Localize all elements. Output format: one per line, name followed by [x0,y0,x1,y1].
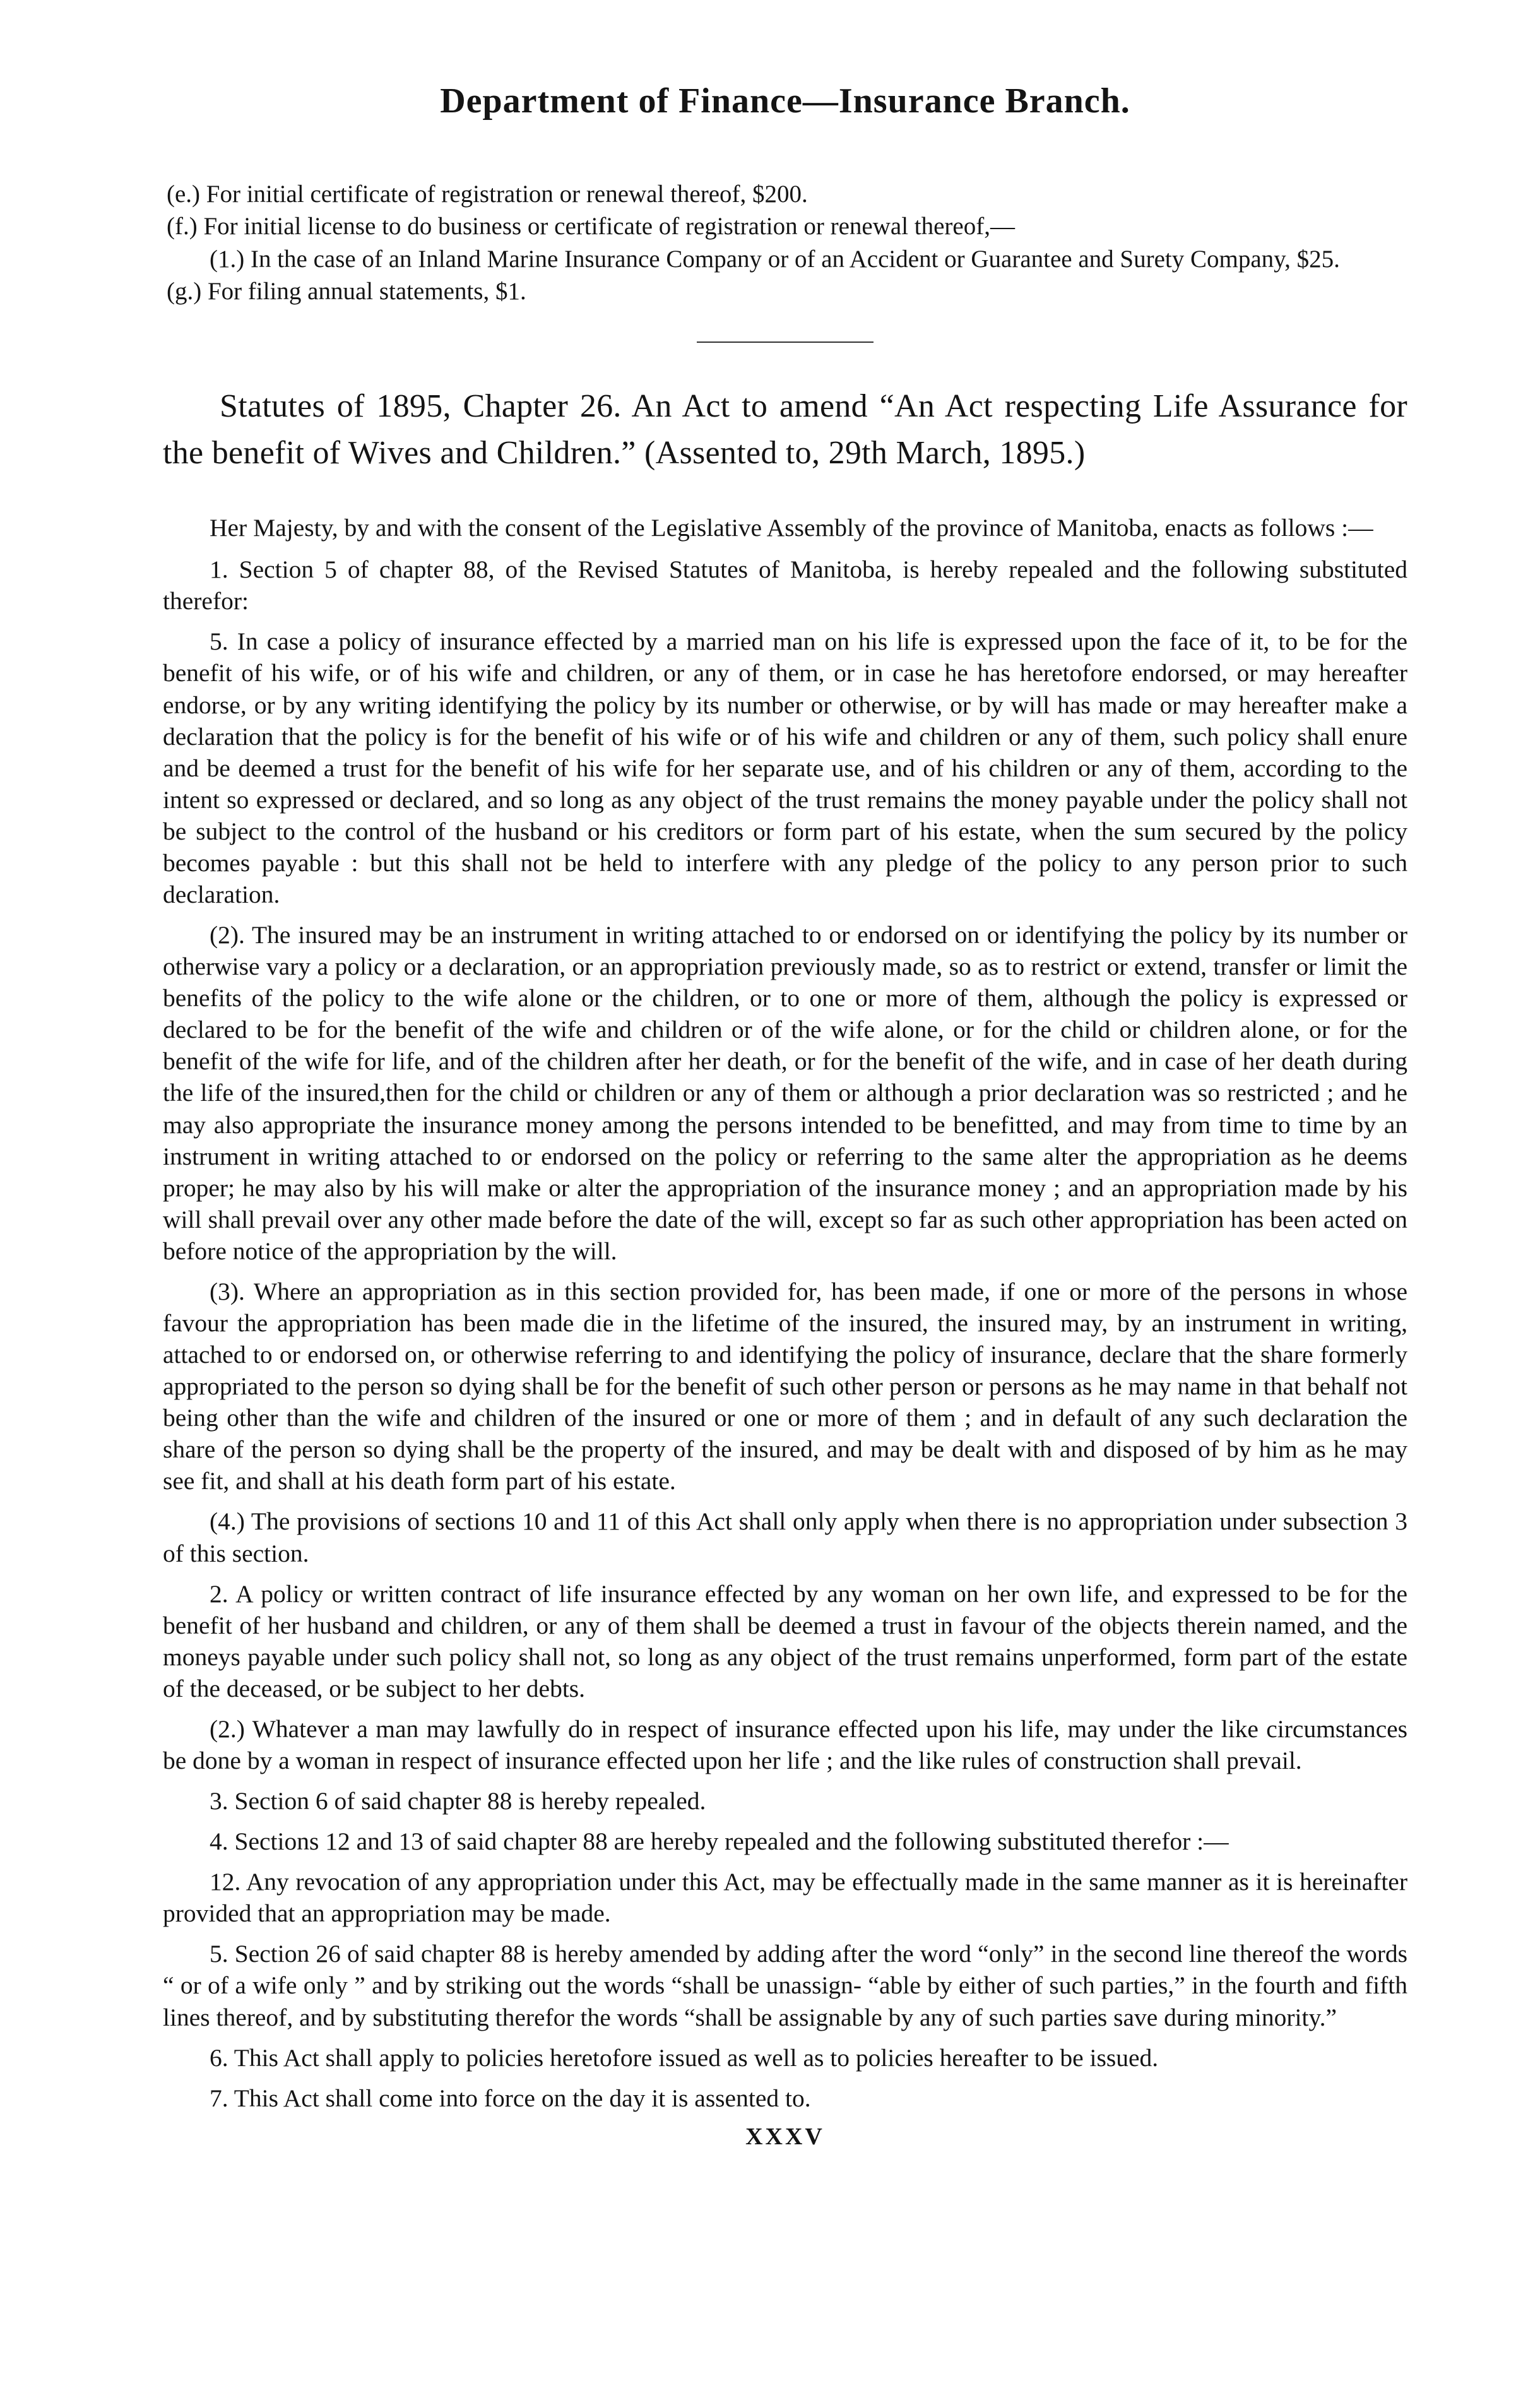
fee-item-e: (e.) For initial certificate of registration or renewal thereof, $200. [167,180,808,208]
subsection-4: (4.) The provisions of sections 10 and 11 of this Act shall only apply when there is no appropriation under subsection 3 of this section. [163,1507,1407,1567]
document-page [163,82,1407,2151]
subsection-2: (2). The insured may be an instrument in writing attached to or endorsed on or identifying the policy by its number or otherwise vary a policy or a declaration, or an appropriation previously made, so as to restrict or extend, transfer or limit the benefits of the policy to the wife alone or the children, or to one or more of them, although the policy is expressed or declared to be for the benefit of the wife and children or of the wife alone, or for the child or children alone, or for the benefit of the wife for life, and of the children after her death, or for the benefit of the wife, and in case of her death during the life of the insured,then for the child or children or any of them or although a prior declaration was so restricted ; and he may also appropriate the insurance money among the persons intended to be benefitted, and may from time to time by an instrument in writing attached to or endorsed on the policy or referring to the same alter the appropriation as he deems proper; he may also by his will make or alter the appropriation of the insurance money ; and an appropriation made by his will shall prevail over any other made before the date of the will, except so far as such other appropriation has been acted on before notice of the appropriation by the will. [163,921,1407,1265]
substituted-section-5: 5. In case a policy of insurance effected by a married man on his life is expressed upon the face of it, to be for the benefit of his wife, or of his wife and children, or any of them, or in case he has heretofore endorsed, or may hereafter endorse, or by any writing identifying the policy by its number or otherwise, or by will has made or may hereafter make a declaration that the policy is for the benefit of his wife or of his wife and children or any of them, such policy shall enure and be deemed a trust for the benefit of his wife for her separate use, and of his children or any of them, according to the intent so expressed or declared, and so long as any object of the trust remains the money payable under the policy shall not be subject to the control of the husband or his creditors or form part of his estate, when the sum secured by the policy becomes payable : but this shall not be held to interfere with any pledge of the policy to any person prior to such declaration. [163,627,1407,908]
section-divider [697,341,874,343]
page-header: Department of Finance—Insurance Branch. [440,81,1130,121]
fees-section [163,178,1407,308]
section-4: 4. Sections 12 and 13 of said chapter 88 are hereby repealed and the following substituted therefor :— [210,1827,1229,1856]
section-7: 7. This Act shall come into force on the day it is assented to. [210,2084,811,2112]
fee-item-g: (g.) For filing annual statements, $1. [167,278,526,305]
enacting-clause: Her Majesty, by and with the consent of the Legislative Assembly of the province of Manitoba, enacts as follows :— [210,514,1373,542]
section-5: 5. Section 26 of said chapter 88 is hereby amended by adding after the word “only” in the second line thereof the words “ or of a wife only ” and by striking out the words “shall be unassign- “able by either of such parties,” in the fourth and fifth lines thereof, and by substituting therefor the words “shall be assignable by any of such parties save during minority.” [163,1940,1407,2031]
fee-item-f: (f.) For initial license to do business or certificate of registration or renewal thereof,— [167,213,1015,240]
section-1: 1. Section 5 of chapter 88, of the Revised Statutes of Manitoba, is hereby repealed and the following substituted therefor: [163,555,1407,615]
section-3: 3. Section 6 of said chapter 88 is hereby repealed. [210,1787,706,1815]
section-2: 2. A policy or written contract of life insurance effected by any woman on her own life, and expressed to be for the benefit of her husband and children, or any of them shall be deemed a trust in favour of the objects therein named, and the moneys payable under such policy shall not, so long as any object of the trust remains unperformed, form part of the estate of the deceased, or be subject to her debts. [163,1579,1407,1702]
page-number: XXXV [745,2123,825,2150]
statute-body [163,512,1407,2114]
fee-item-f-1: (1.) In the case of an Inland Marine Insurance Company or of an Accident or Guarantee and Surety Company, $25. [210,245,1340,273]
substituted-section-12: 12. Any revocation of any appropriation under this Act, may be effectually made in the same manner as it is hereinafter provided that an appropriation may be made. [163,1868,1407,1928]
section-2-subsection-2: (2.) Whatever a man may lawfully do in respect of insurance effected upon his life, may under the like circumstances be done by a woman in respect of insurance effected upon her life ; and the like rules of construction shall prevail. [163,1714,1407,1775]
subsection-3: (3). Where an appropriation as in this section provided for, has been made, if one or more of the persons in whose favour the appropriation has been made die in the lifetime of the insured, the insured may, by an instrument in writing, attached to or endorsed on, or otherwise referring to and identifying the policy of insurance, declare that the share formerly appropriated to the person so dying shall be for the benefit of such other person or persons as he may name in that behalf not being other than the wife and children of the insured or one or more of them ; and in default of any such declaration the share of the person so dying shall be the property of the insured, and may be dealt with and disposed of by him as he may see fit, and shall at his death form part of his estate. [163,1277,1407,1495]
statute-title: Statutes of 1895, Chapter 26. An Act to amend “An Act respecting Life Assurance for the benefit of Wives and Children.” (Assented to, 29th March, 1895.) [163,388,1407,472]
section-6: 6. This Act shall apply to policies heretofore issued as well as to policies hereafter to be issued. [210,2043,1159,2072]
